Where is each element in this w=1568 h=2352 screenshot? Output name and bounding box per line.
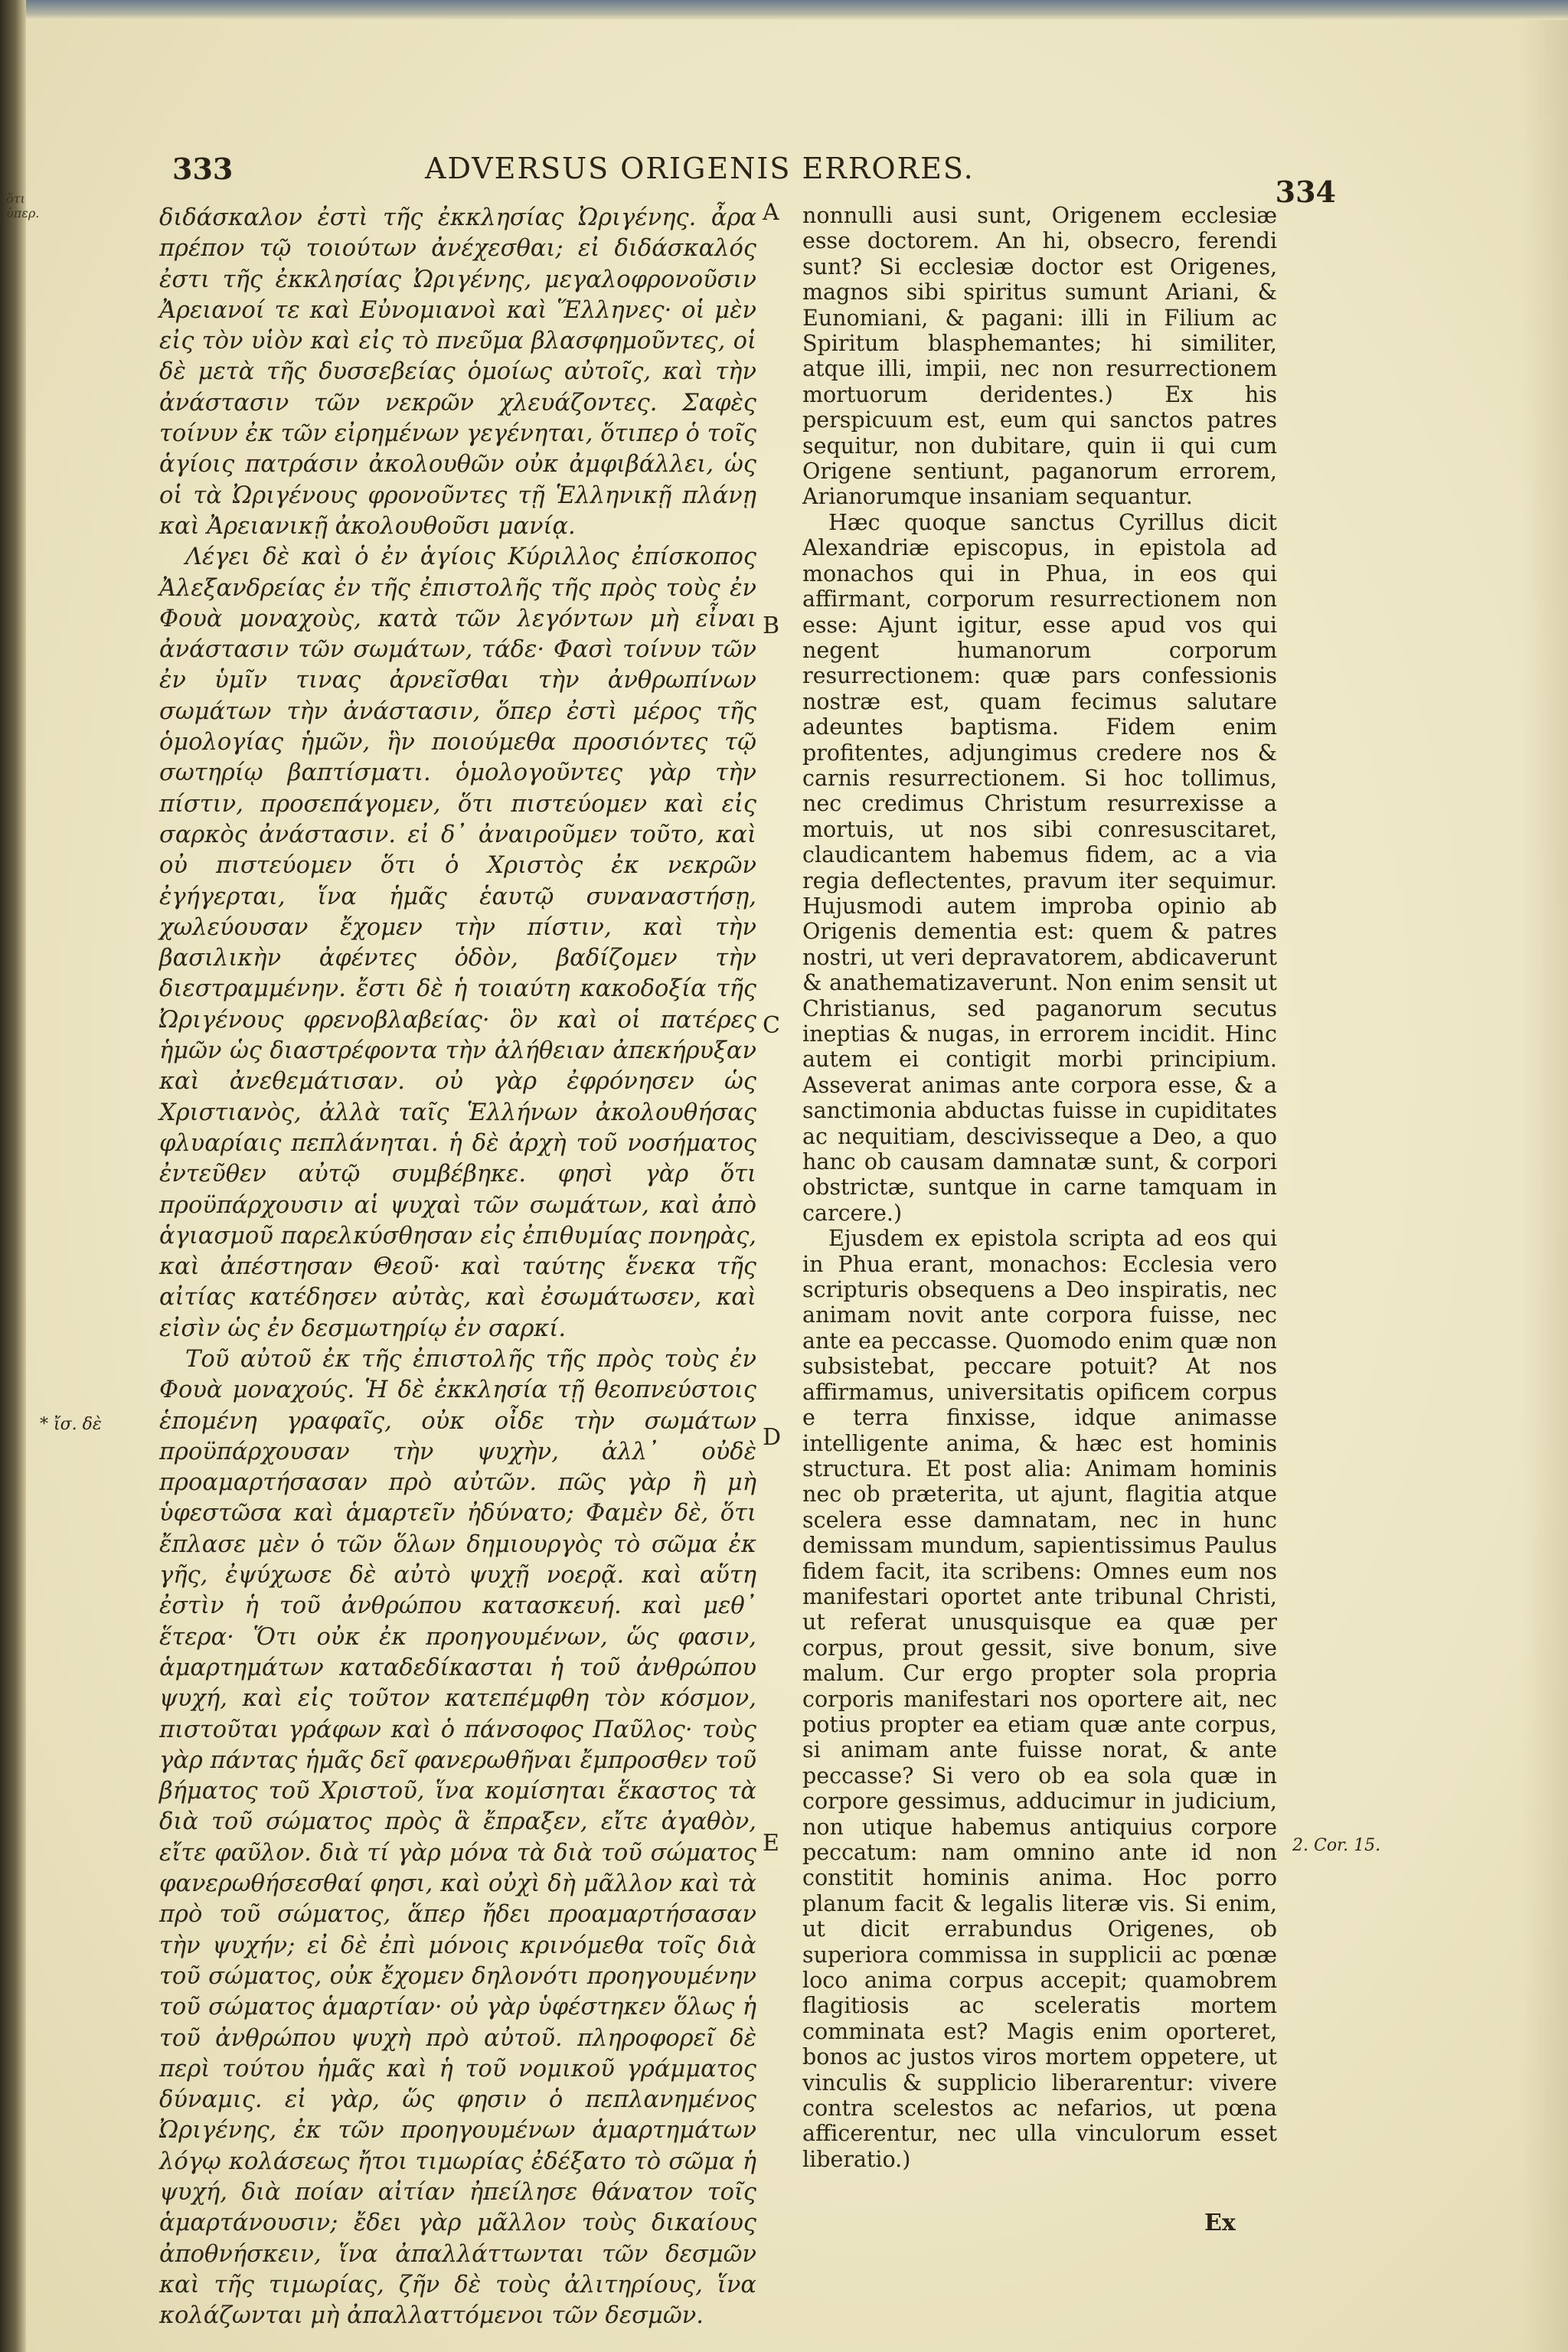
latin-paragraph: nonnulli ausi sunt, Origenem ecclesiæ esse doctorem. An hi, obsecro, ferendi sunt? Si ecclesiæ doctor est Origenes, magnos sibi spiritus sumunt Ariani, & Eunomiani, & pagani: illi in Filium ac Spiritum blasphemantes; hi similiter, atque illi, impii, nec non resurrectionem mortuorum deridentes.) Ex his perspicuum est, eum qui sanctos patres sequitur, non dubitare, quin ii qui cum Origene sentiunt, paganorum errorem, Arianorumque insaniam sequantur. <box>802 203 1277 510</box>
page-header <box>172 152 1336 209</box>
running-title: ADVERSUS ORIGENIS ERRORES. <box>425 152 975 185</box>
page-number-right: 334 <box>1275 175 1336 209</box>
section-letter-b: B <box>763 612 780 639</box>
section-letter-d: D <box>763 1424 782 1451</box>
page-edge-shade <box>1522 20 1568 2352</box>
greek-paragraph: Λέγει δὲ καὶ ὁ ἐν ἁγίοις Κύριλλος ἐπίσκοπος Ἀλεξανδρείας ἐν τῆς ἐπιστολῆς τῆς πρὸς τοὺς ἐν Φουὰ μοναχοὺς, κατὰ τῶν λεγόντων μὴ εἶναι ἀνάστασιν τῶν σωμάτων, τάδε· Φασὶ τοίνυν τῶν ἐν ὑμῖν τινας ἀρνεῖσθαι τὴν ἀνθρωπίνων σωμάτων τὴν ἀνάστασιν, ὅπερ ἐστὶ μέρος τῆς ὁμολογίας ἡμῶν, ἣν ποιούμεθα προσιόντες τῷ σωτηρίῳ βαπτίσματι. ὁμολογοῦντες γὰρ τὴν πίστιν, προσεπάγομεν, ὅτι πιστεύομεν καὶ εἰς σαρκὸς ἀνάστασιν. εἰ δ᾽ ἀναιροῦμεν τοῦτο, καὶ οὐ πιστεύομεν ὅτι ὁ Χριστὸς ἐκ νεκρῶν ἐγήγερται, ἵνα ἡμᾶς ἑαυτῷ συναναστήσῃ, χωλεύουσαν ἔχομεν τὴν πίστιν, καὶ τὴν βασιλικὴν ἀφέντες ὁδὸν, βαδίζομεν τὴν διεστραμμένην. ἔστι δὲ ἡ τοιαύτη κακοδοξία τῆς Ὠριγένους φρενοβλαβείας· ὃν καὶ οἱ πατέρες ἡμῶν ὡς διαστρέφοντα τὴν ἀλήθειαν ἀπεκήρυξαν καὶ ἀνεθεμάτισαν. οὐ γὰρ ἐφρόνησεν ὡς Χριστιανὸς, ἀλλὰ ταῖς Ἑλλήνων ἀκολουθήσας φλυαρίαις πεπλάνηται. ἡ δὲ ἀρχὴ τοῦ νοσήματος ἐντεῦθεν αὐτῷ συμβέβηκε. φησὶ γὰρ ὅτι προϋπάρχουσιν αἱ ψυχαὶ τῶν σωμάτων, καὶ ἀπὸ ἁγιασμοῦ παρελκύσθησαν εἰς ἐπιθυμίας πονηρὰς, καὶ ἀπέστησαν Θεοῦ· καὶ ταύτης ἕνεκα τῆς αἰτίας κατέδησεν αὐτὰς, καὶ ἐσωμάτωσεν, καὶ εἰσὶν ὡς ἐν δεσμωτηρίῳ ἐν σαρκί. <box>159 544 756 1342</box>
catchword: Ex <box>1204 2210 1236 2236</box>
page-number-left: 333 <box>172 152 234 186</box>
section-letters <box>763 199 793 1883</box>
margin-note-top-left: ὅτι ὑπερ. <box>6 191 40 220</box>
greek-paragraph: Τοῦ αὐτοῦ ἐκ τῆς ἐπιστολῆς τῆς πρὸς τοὺς ἐν Φουὰ μοναχούς. Ἡ δὲ ἐκκλησία τῇ θεοπνεύστοις ἑπομένη γραφαῖς, οὐκ οἶδε τὴν σωμάτων προϋπάρχουσαν τὴν ψυχὴν, ἀλλ᾽ οὐδὲ προαμαρτήσασαν πρὸ αὐτῶν. πῶς γὰρ ἢ μὴ ὑφεστῶσα καὶ ἁμαρτεῖν ἠδύνατο; Φαμὲν δὲ, ὅτι ἔπλασε μὲν ὁ τῶν ὅλων δημιουργὸς τὸ σῶμα ἐκ γῆς, ἐψύχωσε δὲ αὐτὸ ψυχῇ νοερᾷ. καὶ αὕτη ἐστὶν ἡ τοῦ ἀνθρώπου κατασκευή. καὶ μεθ᾽ ἕτερα· Ὅτι οὐκ ἐκ προηγουμένων, ὥς φασιν, ἁμαρτημάτων καταδεδίκασται ἡ τοῦ ἀνθρώπου ψυχή, καὶ εἰς τοῦτον κατεπέμφθη τὸν κόσμον, πιστοῦται γράφων καὶ ὁ πάνσοφος Παῦλος· τοὺς γὰρ πάντας ἡμᾶς δεῖ φανερωθῆναι ἔμπροσθεν τοῦ βήματος τοῦ Χριστοῦ, ἵνα κομίσηται ἕκαστος τὰ διὰ τοῦ σώματος πρὸς ἃ ἔπραξεν, εἴτε ἀγαθὸν, εἴτε φαῦλον. διὰ τί γὰρ μόνα τὰ διὰ τοῦ σώματος φανερωθήσεσθαί φησι, καὶ οὐχὶ δὴ μᾶλλον καὶ τὰ πρὸ τοῦ σώματος, ἅπερ ἤδει προαμαρτήσασαν τὴν ψυχήν; εἰ δὲ ἐπὶ μόνοις κρινόμεθα τοῖς διὰ τοῦ σώματος, οὐκ ἔχομεν δηλονότι προηγουμένην τοῦ σώματος ἁμαρτίαν· οὐ γὰρ ὑφέστηκεν ὅλως ἡ τοῦ ἀνθρώπου ψυχὴ πρὸ αὐτοῦ. πληροφορεῖ δὲ περὶ τούτου ἡμᾶς καὶ ἡ τοῦ νομικοῦ γράμματος δύναμις. εἰ γὰρ, ὥς φησιν ὁ πεπλανημένος Ὠριγένης, ἐκ τῶν προηγουμένων ἁμαρτημάτων λόγῳ κολάσεως ἤτοι τιμωρίας ἐδέξατο τὸ σῶμα ἡ ψυχή, διὰ ποίαν αἰτίαν ἠπείλησε θάνατον τοῖς ἁμαρτάνουσιν; ἔδει γὰρ μᾶλλον τοὺς δικαίους ἀποθνήσκειν, ἵνα ἀπαλλάττωνται τῶν δεσμῶν καὶ τῆς τιμωρίας, ζῆν δὲ τοὺς ἀλιτηρίους, ἵνα κολάζωνται μὴ ἀπαλλαττόμενοι τῶν δεσμῶν. <box>159 1345 756 2330</box>
latin-paragraph: Hæc quoque sanctus Cyrillus dicit Alexandriæ episcopus, in epistola ad monachos qui in Phua, in eos qui affirmant, corporum resurrectionem non esse: Ajunt igitur, esse apud vos qui negent humanorum corporum resurrectionem: quæ pars confessionis nostræ est, quam fecimus salutare adeuntes baptisma. Fidem enim profitentes, adjungimus credere nos & carnis resurrectionem. Si hoc tollimus, nec credimus Christum resurrexisse a mortuis, ut nos sibi conresuscitaret, claudicantem habemus fidem, ac a via regia deflectentes, pravum iter sequimur. Hujusmodi autem improba opinio ab Origenis dementia est: quem & patres nostri, ut veri depravatorem, abdicaverunt & anathematizaverunt. Non enim sensit ut Christianus, sed paganorum secutus ineptias & nugas, in errorem incidit. Hinc autem ei contigit morbi principium. Asseverat animas ante corpora esse, & a sanctimonia abductas fuisse in cupiditates ac nequitiam, descivisseque a Deo, a quo hanc ob causam damnatæ sunt, & corpori obstrictæ, suntque in carne tamquam in carcere.) <box>802 509 1277 1226</box>
greek-paragraph: διδάσκαλον ἐστὶ τῆς ἐκκλησίας Ὠριγένης. ἆρα πρέπον τῷ τοιούτων ἀνέχεσθαι; εἰ διδάσκαλός ἐστι τῆς ἐκκλησίας Ὠριγένης, μεγαλοφρονοῦσιν Ἀρειανοί τε καὶ Εὐνομιανοὶ καὶ Ἕλληνες· οἱ μὲν εἰς τὸν υἱὸν καὶ εἰς τὸ πνεῦμα βλασφημοῦντες, οἱ δὲ μετὰ τῆς δυσσεβείας ὁμοίως αὐτοῖς, καὶ τὴν ἀνάστασιν τῶν νεκρῶν χλευάζοντες. Σαφὲς τοίνυν ἐκ τῶν εἰρημένων γεγένηται, ὅτιπερ ὁ τοῖς ἁγίοις πατράσιν ἀκολουθῶν οὐκ ἀμφιβάλλει, ὡς οἱ τὰ Ὠριγένους φρονοῦντες τῇ Ἑλληνικῇ πλάνῃ καὶ Ἀρειανικῇ ἀκολουθοῦσι μανίᾳ. <box>159 204 756 540</box>
side-note-left: * ἴσ. δὲ <box>40 1415 102 1434</box>
greek-column <box>159 203 756 2331</box>
section-letter-e: E <box>763 1830 779 1857</box>
latin-paragraph: Ejusdem ex epistola scripta ad eos qui in Phua erant, monachos: Ecclesia vero scripturis obsequens a Deo inspiratis, nec animam novit ante corpora fuisse, nec ante ea peccasse. Quomodo enim quæ non subsistebat, peccare potuit? At nos affirmamus, universitatis opificem corpus e terra finxisse, idque animasse intelligente anima, & hæc est hominis structura. Et post alia: Animam hominis nec ob præterita, ut ajunt, flagitia atque scelera esse damnatam, nec in hunc demissam mundum, sapientissimus Paulus fidem facit, ita scribens: Omnes eum nos manifestari oportet ante tribunal Christi, ut referat unusquisque ea quæ per corpus, prout gessit, sive bonum, sive malum. Cur ergo propter sola propria corporis manifestari nos oportere ait, nec potius propter ea etiam quæ ante corpus, si animam ante fuisse norat, & ante peccasse? Si vero ob ea sola quæ in corpore gessimus, adducimur in judicium, non utique habemus antiquius corpore peccatum: nam omnino ante id non constitit hominis anima. Hoc porro planum facit & legalis literæ vis. Si enim, ut dicit errabundus Origenes, ob superiora commissa in supplicii ac pœnæ loco anima corpus accepit; quamobrem flagitiosis ac sceleratis mortem comminata est? Magis enim oporteret, bonos ac justos viros mortem oppetere, ut vinculis & supplicio liberarentur: vivere contra scelestos ac nefarios, ut pœna afficerentur, nec ulla vinculorum esset liberatio.) <box>802 1226 1277 2172</box>
book-gutter <box>0 0 26 2352</box>
scan-top-edge <box>0 0 1568 20</box>
section-letter-c: C <box>763 1012 780 1039</box>
section-letter-a: A <box>763 199 779 226</box>
side-note-right: 2. Cor. 15. <box>1292 1836 1381 1855</box>
latin-column <box>802 203 1277 2172</box>
